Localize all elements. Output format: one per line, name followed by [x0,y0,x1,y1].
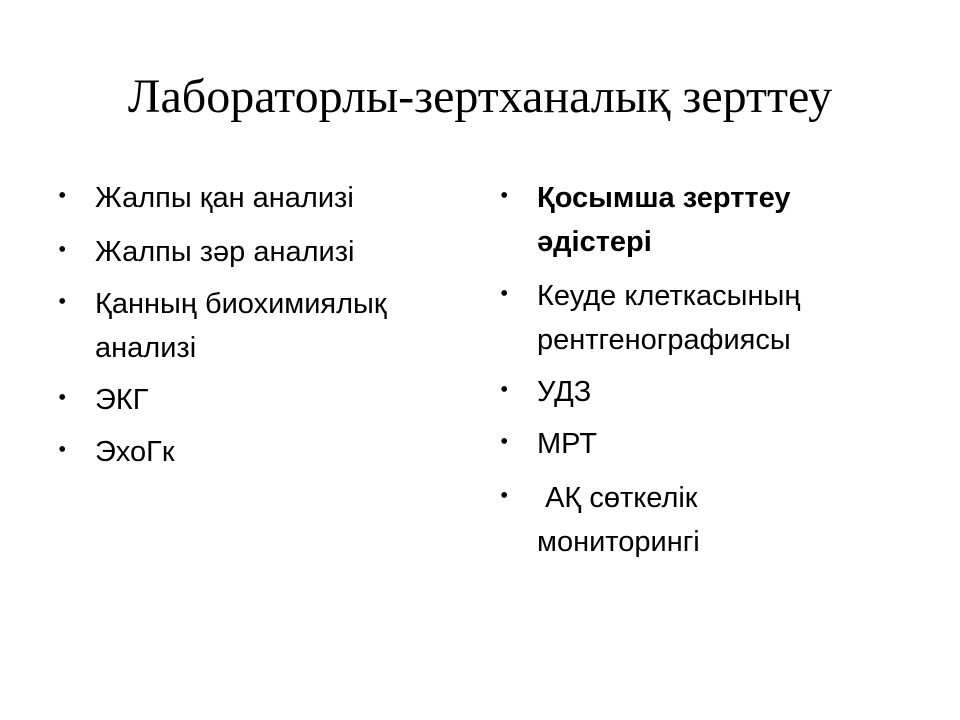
bullet-icon: • [500,483,509,509]
bullet-icon: • [58,437,67,463]
list-item-text: Қанның биохимиялық анализі [95,288,387,364]
list-item [500,176,900,264]
list-item [58,282,458,370]
list-item-text: МРТ [537,428,597,460]
list-item [500,370,900,414]
bullet-icon: • [500,281,509,307]
bullet-icon: • [500,183,509,209]
bullet-icon: • [58,289,67,315]
bullet-icon: • [58,237,67,263]
list-item-text: Жалпы қан анализі [95,182,354,214]
list-item [500,476,900,564]
list-item [58,378,458,422]
bullet-icon: • [500,429,509,455]
slide-title: Лабораторлы-зертханалық зерттеу [127,70,833,123]
list-item-text: Жалпы зәр анализі [95,236,355,268]
list-item [58,230,458,274]
bullet-icon: • [58,385,67,411]
bullet-icon: • [58,183,67,209]
list-item-text: ЭКГ [95,384,149,416]
list-item [58,430,458,474]
list-item [500,422,900,466]
list-item-text: УДЗ [537,376,592,408]
list-item-text: АҚ сөткелік мониторингі [537,482,706,558]
list-item-text: Кеуде клеткасының рентгенографиясы [537,280,801,356]
bullet-icon: • [500,377,509,403]
list-item-text: ЭхоГк [95,436,175,468]
list-item [500,274,900,362]
list-item-text: Қосымша зерттеу әдістері [537,182,791,258]
list-item [58,176,458,220]
